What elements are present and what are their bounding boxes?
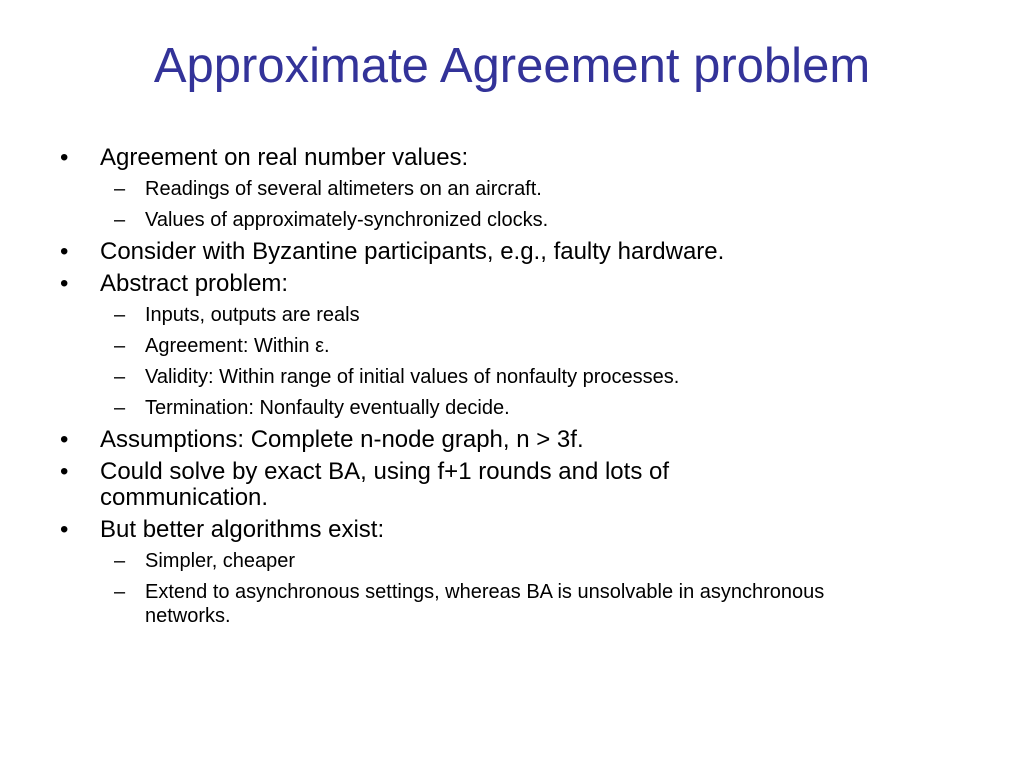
slide-title: Approximate Agreement problem — [153, 39, 871, 93]
sub-bullet-text: Values of approximately-synchronized clocks. — [145, 209, 549, 231]
sub-bullet-item — [56, 396, 956, 420]
bullet-text: Assumptions: Complete n-node graph, n > 3f. — [100, 426, 584, 453]
bullet-item — [56, 459, 956, 511]
bullet-text: Could solve by exact BA, using f+1 rounds and lots of communication. — [100, 458, 670, 511]
bullet-marker: • — [60, 458, 69, 485]
sub-bullet-marker: – — [114, 581, 126, 603]
sub-bullet-marker: – — [114, 209, 126, 231]
sub-bullet-text: Validity: Within range of initial values of nonfaulty processes. — [145, 366, 680, 388]
bullet-text: Consider with Byzantine participants, e.g., faulty hardware. — [100, 238, 725, 265]
sub-bullet-item — [56, 549, 956, 573]
bullet-marker: • — [60, 516, 69, 543]
sub-bullet-item — [56, 334, 956, 358]
sub-bullet-item — [56, 580, 956, 628]
sub-bullet-marker: – — [114, 304, 126, 326]
sub-bullet-text: Readings of several altimeters on an aircraft. — [145, 178, 542, 200]
bullet-text: Agreement on real number values: — [100, 144, 469, 171]
bullet-item — [56, 145, 956, 171]
bullet-item — [56, 427, 956, 453]
bullet-item — [56, 271, 956, 297]
sub-bullet-marker: – — [114, 366, 126, 388]
sub-bullet-text: Simpler, cheaper — [145, 550, 296, 572]
bullet-marker: • — [60, 238, 69, 265]
bullet-item — [56, 239, 956, 265]
sub-bullet-marker: – — [114, 178, 126, 200]
sub-bullet-item — [56, 303, 956, 327]
bullet-text: Abstract problem: — [100, 270, 289, 297]
sub-bullet-item — [56, 208, 956, 232]
sub-bullet-marker: – — [114, 397, 126, 419]
sub-bullet-text: Inputs, outputs are reals — [145, 304, 360, 326]
bullet-item — [56, 517, 956, 543]
sub-bullet-text: Extend to asynchronous settings, whereas BA is unsolvable in asynchronous networks. — [145, 581, 825, 627]
sub-bullet-text: Termination: Nonfaulty eventually decide. — [145, 397, 510, 419]
bullet-list — [56, 145, 956, 635]
bullet-marker: • — [60, 270, 69, 297]
bullet-marker: • — [60, 144, 69, 171]
sub-bullet-marker: – — [114, 335, 126, 357]
sub-bullet-text: Agreement: Within ε. — [145, 335, 330, 357]
bullet-marker: • — [60, 426, 69, 453]
sub-bullet-item — [56, 177, 956, 201]
sub-bullet-item — [56, 365, 956, 389]
sub-bullet-marker: – — [114, 550, 126, 572]
bullet-text: But better algorithms exist: — [100, 516, 385, 543]
